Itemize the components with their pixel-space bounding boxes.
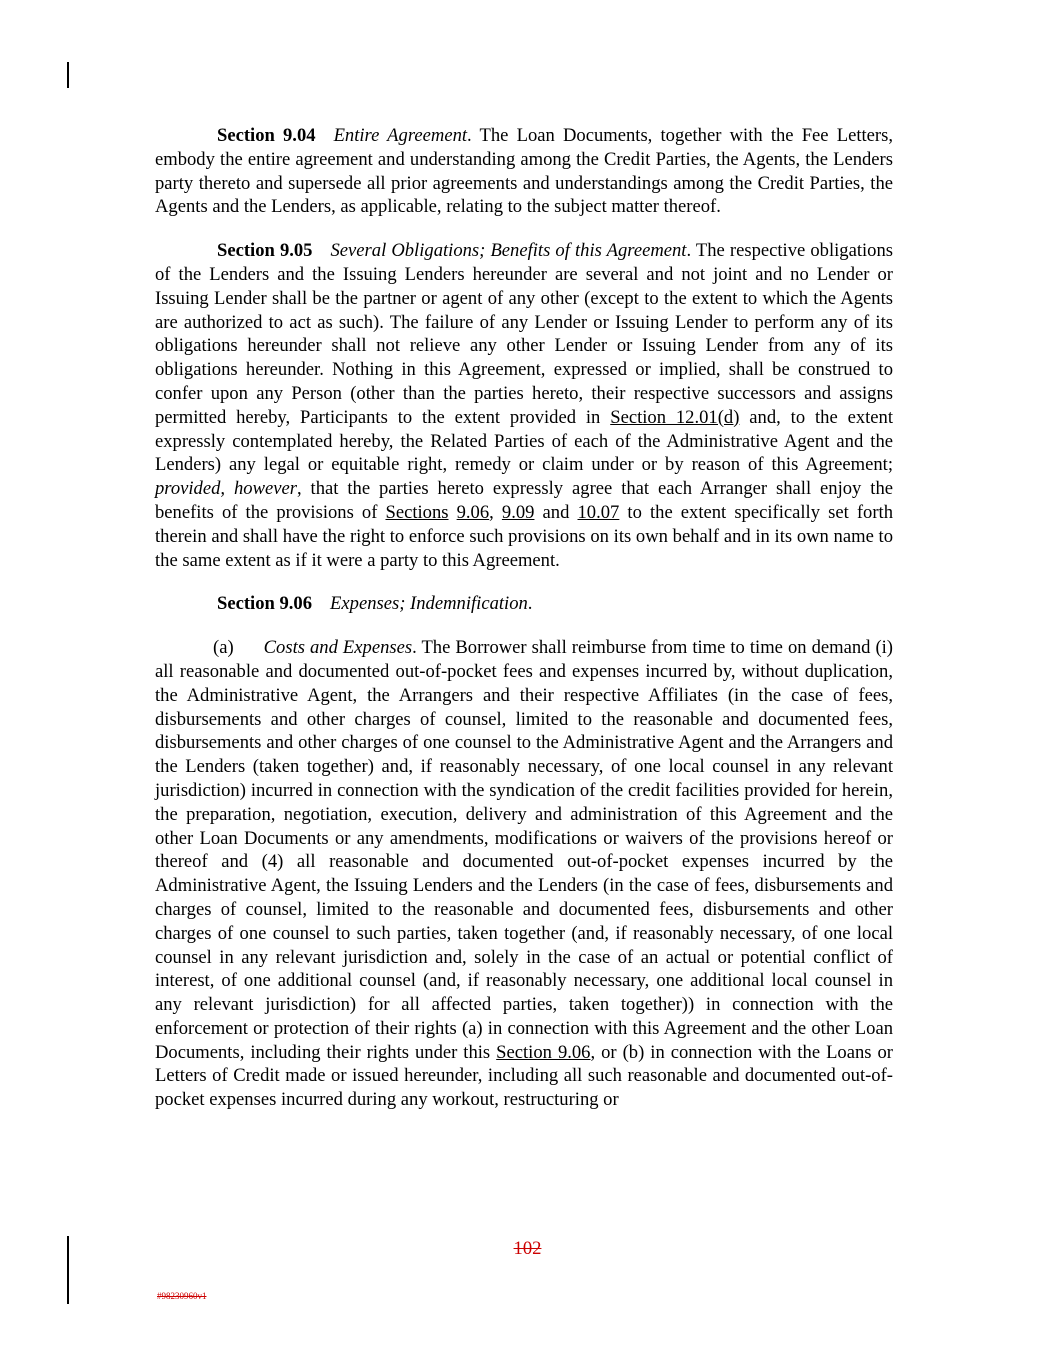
paragraph-a-label: (a) [213, 637, 234, 659]
section-9-06-title: Expenses; Indemnification [330, 593, 528, 615]
section-9-04-number: Section 9.04 [217, 125, 316, 146]
section-ref-10-07: 10.07 [577, 501, 620, 523]
section-9-04-text: . The Loan Documents, together with the Fee Letters, embody the entire agreement and understanding among the Credit Parties, the Agents, the Lenders party thereto and supersede all prior agreements and understandings among the Credit Parties, the Agents and the Lenders, as applicable, relating to the subject matter thereof. [155, 125, 894, 218]
section-9-06-number: Section 9.06 [217, 593, 313, 615]
paragraph-a-text-1: . The Borrower shall reimburse from time to time on demand (i) all reasonable and documented out-of-pocket fees and expenses incurred by, without duplication, the Administrative Agent, the Arrangers and their respective Affiliates (in the case of fees, disbursements and other charges of counsel, limited to the reasonable and documented fees, disbursements and other charges of one counsel to the Administrative Agent and the Arrangers and the Lenders (taken together) and, if reasonably necessary, of one local counsel in any relevant jurisdiction) incurred in connection with the syndication of the credit facilities provided for herein, the preparation, negotiation, execution, delivery and administration of this Agreement and the other Loan Documents or any amendments, modifications or waivers of the provisions hereof or thereof and (4) all reasonable and documented out-of-pocket expenses incurred by the Administrative Agent, the Issuing Lenders and the Lenders (in the case of fees, disbursements and charges of counsel, limited to the reasonable and documented fees, disbursements and other charges of one counsel to such parties, taken together (and, if reasonably necessary, of one local counsel in any relevant jurisdiction and, solely in the case of an actual or potential conflict of interest, of one additional counsel (and, if reasonably necessary, one additional local counsel in any relevant jurisdiction) for all affected parties, taken together)) in connection with the enforcement or protection of their rights (a) in connection with this Agreement and the other Loan Documents, including their rights under this [155, 637, 893, 1063]
page-number: 102 [513, 1238, 542, 1259]
section-9-05: Section 9.05 Several Obligations; Benefits of this Agreement. The respective obligations of the Lenders and the Issuing Lenders hereunder are several and not joint and no Lender or Issuing Lender shall be the partner or agent of any other (except to the extent to which the Agents are authorized to act as such). The failure of any Lender or Issuing Lender to perform any of its obligations hereunder shall not relieve any other Lender or Issuing Lender from any of its obligations hereunder. Nothing in this Agreement, expressed or implied, shall be construed to confer upon any Person (other than the parties hereto, their respective successors and assigns permitted hereby, Participants to the extent provided in Section 12.01(d) and, to the extent expressly contemplated hereby, the Related Parties of each of the Administrative Agent and the Lenders) any legal or equitable right, remedy or claim under or by reason of this Agreement; provided, however, that the parties hereto expressly agree that each Arranger shall enjoy the benefits of the provisions of Sections 9.06, 9.09 and 10.07 to the extent specifically set forth therein and shall have the right to enforce such provisions on its own behalf and in its own name to the same extent as if it were a party to this Agreement. [155, 240, 894, 571]
paragraph-a-text-2: , or (b) in connection with the Loans or Letters of Credit made or issued hereunder, including all such reasonable and documented out-of-pocket expenses incurred during any workout, restructuring or [155, 1041, 893, 1111]
section-ref-9-06-inline: Section 9.06 [496, 1041, 591, 1063]
proviso-text: provided, however [155, 478, 297, 500]
section-9-06-heading [155, 592, 893, 616]
section-9-05-text-3: , that the parties hereto expressly agree that each Arranger shall enjoy the benefits of the provisions of [155, 478, 893, 523]
paragraph-a [155, 636, 893, 1112]
paragraph-a-title: Costs and Expenses [263, 637, 413, 659]
section-9-04-title: Entire Agreement [333, 125, 468, 146]
section-ref-9-06: 9.06 [456, 501, 490, 523]
section-9-05-text-4: to the extent specifically set forth therein and shall have the right to enforce such provisions on its own behalf and in its own name to the same extent as if it were a party to this Agreement. [155, 501, 893, 571]
change-bar-top [67, 62, 69, 88]
sections-ref-label: Sections [385, 501, 449, 523]
section-9-04 [155, 124, 893, 219]
document-body [155, 124, 893, 1132]
section-9-06-period: . [527, 593, 533, 615]
document-id: #98230960v1 [157, 1291, 207, 1301]
section-9-05-text-1: . The respective obligations of the Lenders and the Issuing Lenders hereunder are several and not joint and no Lender or Issuing Lender shall be the partner or agent of any other (except to the extent to which the Agents are authorized to act as such). The failure of any Lender or Issuing Lender to perform any of its obligations hereunder shall not relieve any other Lender or Issuing Lender from any of its obligations hereunder. Nothing in this Agreement, expressed or implied, shall be construed to confer upon any Person (other than the parties hereto, their respective successors and assigns permitted hereby, Participants to the extent provided in [155, 240, 893, 428]
conjunction-and: and [542, 501, 570, 523]
section-ref-12-01-d: Section 12.01(d) [610, 406, 740, 428]
section-9-05-title: Several Obligations; Benefits of this Agreement [330, 240, 687, 262]
section-9-05-number: Section 9.05 [217, 240, 313, 262]
section-ref-9-09: 9.09 [501, 501, 535, 523]
section-9-05-text-2: and, to the extent expressly contemplated hereby, the Related Parties of each of the Administrative Agent and the Lenders) any legal or equitable right, remedy or claim under or by reason of this Agreement; [155, 406, 894, 476]
